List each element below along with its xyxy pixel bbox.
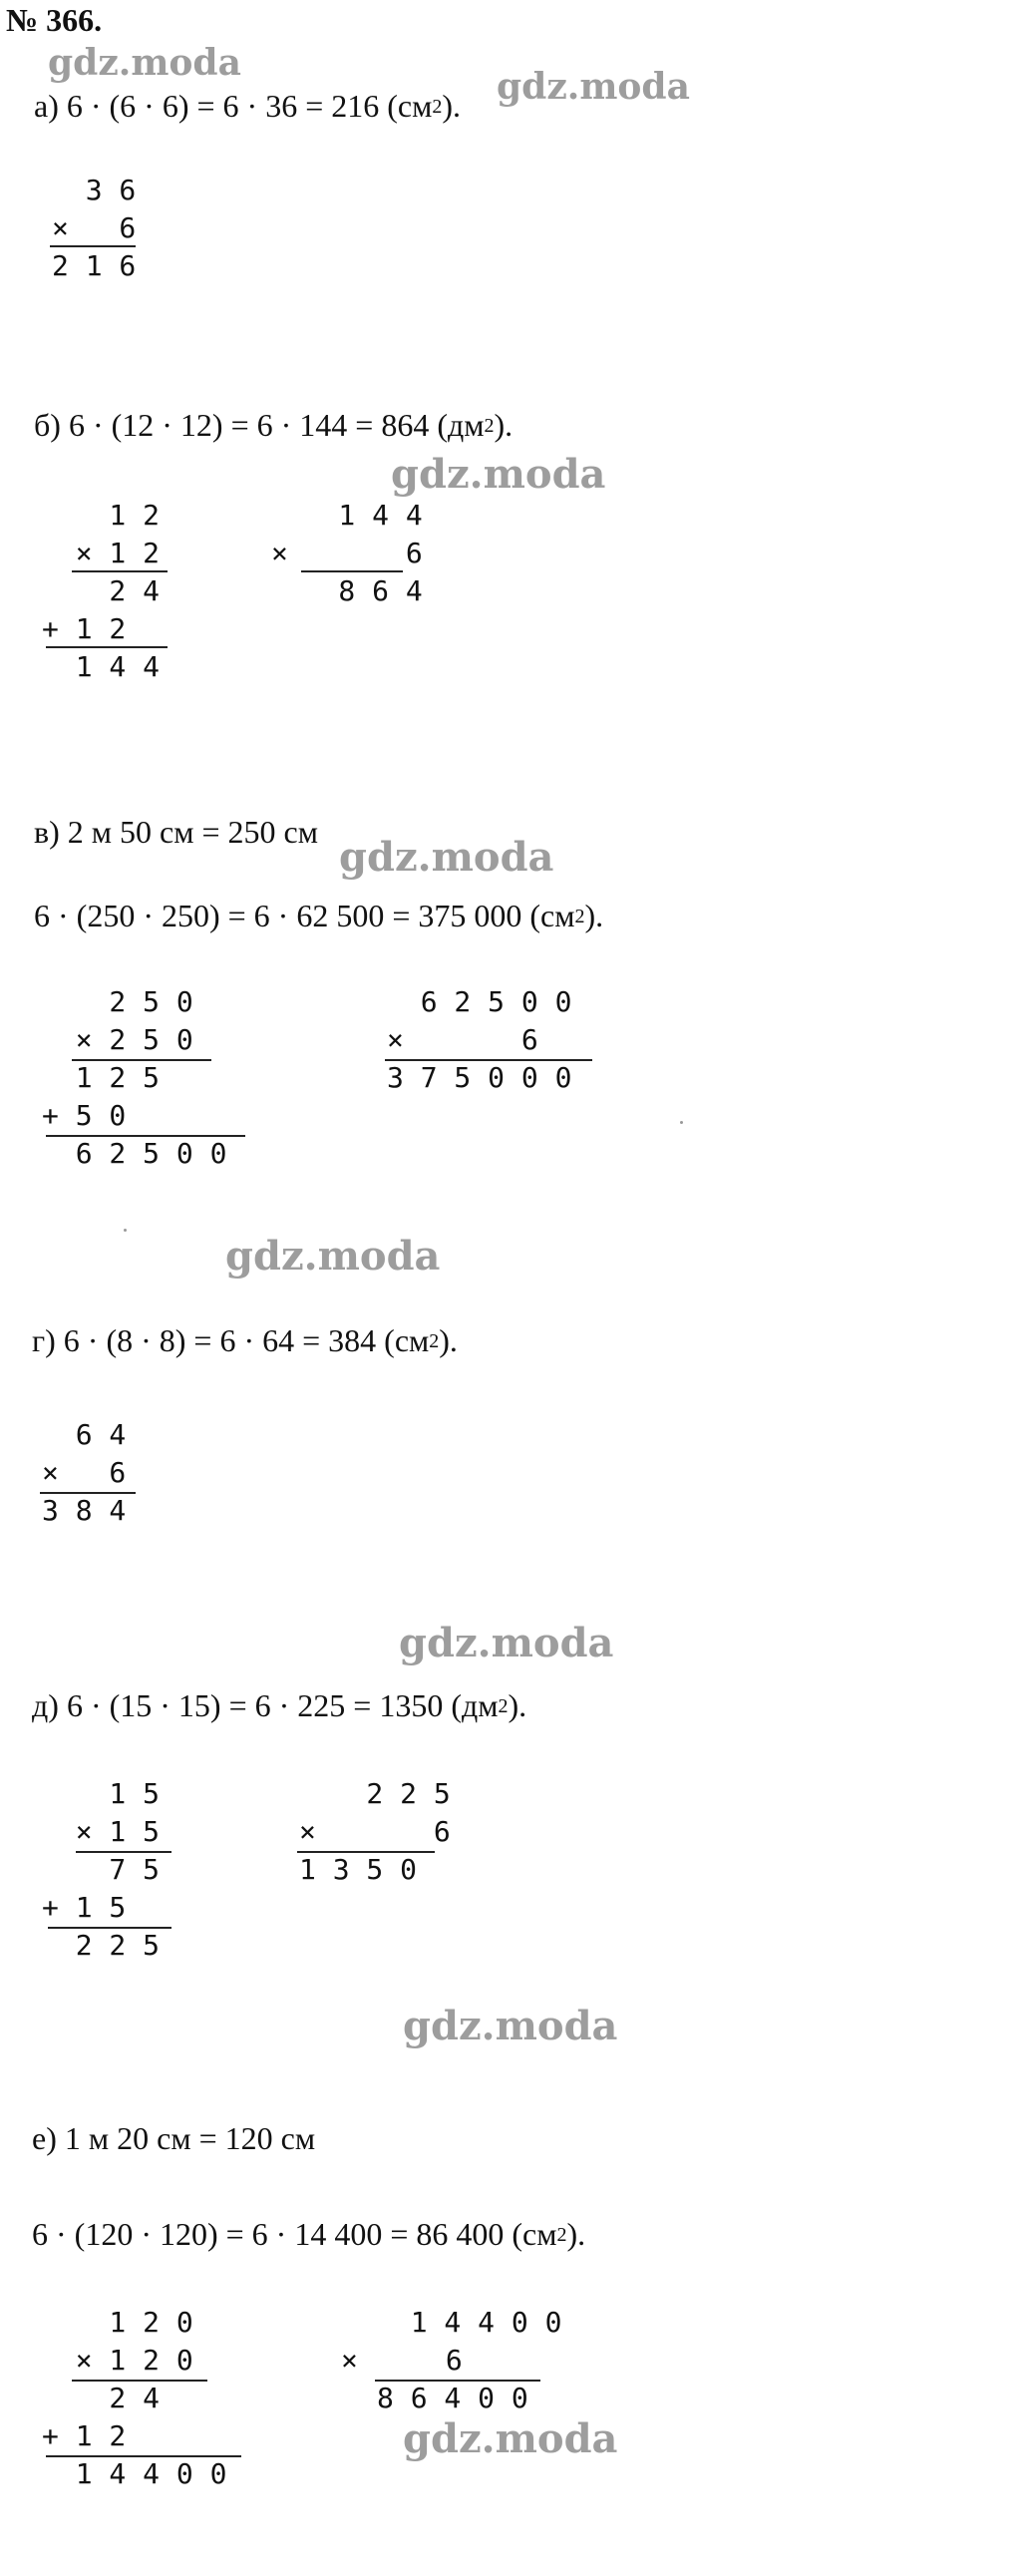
- calc-row: × 6: [299, 1815, 451, 1848]
- calc-row: 1 3 5 0: [299, 1853, 418, 1886]
- watermark: gdz.moda: [403, 2415, 618, 2462]
- equation-e: [32, 2216, 585, 2253]
- calc-row: × 1 2 0: [42, 2344, 193, 2377]
- calc-line: [50, 245, 136, 247]
- calc-row: 1 5: [42, 1777, 161, 1810]
- equation-text: а) 6 · (6 · 6) = 6 · 36 = 216 (см: [34, 88, 433, 124]
- calc-row: 1 2: [42, 499, 161, 532]
- calc-row: × 2 5 0: [42, 1023, 193, 1056]
- watermark: gdz.moda: [399, 1620, 614, 1666]
- watermark: gdz.moda: [48, 42, 241, 84]
- watermark: gdz.moda: [225, 1233, 441, 1280]
- equation-e-conversion: е) 1 м 20 см = 120 см: [32, 2120, 316, 2156]
- calc-line: [46, 1135, 245, 1137]
- calc-v-column-multiplication: [42, 983, 226, 1173]
- watermark: gdz.moda: [339, 834, 554, 881]
- multiplier: 6: [445, 2344, 463, 2377]
- calc-g-multiplication: [42, 1416, 126, 1530]
- scan-speck: [680, 1121, 683, 1124]
- calc-row: × 6: [52, 211, 137, 244]
- equation-text: 6 · (120 · 120) = 6 · 14 400 = 86 400 (см: [32, 2216, 557, 2252]
- calc-row: 1 2 0: [42, 2306, 193, 2339]
- calc-line: [76, 1851, 172, 1853]
- superscript: 2: [484, 415, 495, 437]
- calc-v-second-multiplication: [387, 983, 571, 1097]
- calc-line: [46, 646, 168, 648]
- calc-line: [385, 1059, 592, 1061]
- calc-row: × 6: [271, 537, 423, 569]
- calc-row: 2 2 5: [42, 1929, 161, 1962]
- superscript: 2: [498, 1695, 509, 1717]
- equation-tail: ).: [494, 407, 514, 443]
- calc-row: × 1 5: [42, 1815, 161, 1848]
- problem-number: № 366.: [6, 2, 103, 38]
- calc-row: 2 1 6: [52, 249, 137, 282]
- calc-row: + 1 5: [42, 1891, 127, 1924]
- equation-tail: ).: [442, 88, 461, 124]
- calc-row: 2 4: [42, 2382, 161, 2414]
- watermark: gdz.moda: [391, 451, 606, 498]
- calc-row: [341, 2342, 561, 2380]
- equation-tail: ).: [584, 898, 604, 933]
- calc-row: 7 5: [42, 1853, 161, 1886]
- equation-d: [32, 1687, 526, 1724]
- equation-v-conversion: в) 2 м 50 см = 250 см: [34, 814, 318, 850]
- calc-row: 6 4: [42, 1418, 127, 1451]
- multiply-sign: ×: [341, 2344, 358, 2377]
- equation-tail: ).: [439, 1322, 458, 1358]
- calc-line: [72, 2380, 207, 2382]
- calc-row: 8 6 4 0 0: [377, 2382, 528, 2414]
- calc-row: × 6: [387, 1023, 538, 1056]
- calc-e-second-multiplication: [341, 2304, 562, 2417]
- equation-a: [34, 88, 461, 125]
- equation-text: б) 6 · (12 · 12) = 6 · 144 = 864 (дм: [34, 407, 485, 443]
- calc-row: 2 4: [42, 574, 161, 607]
- calc-line: [72, 1059, 211, 1061]
- calc-b-second-multiplication: [271, 497, 423, 610]
- calc-row: 1 4 4 0 0: [377, 2306, 562, 2339]
- calc-row: × 1 2: [42, 537, 161, 569]
- calc-row: 1 4 4: [271, 499, 423, 532]
- equation-v: [34, 898, 603, 934]
- calc-a-multiplication: [52, 172, 136, 285]
- calc-row: 2 2 5: [299, 1777, 451, 1810]
- calc-row: 3 7 5 0 0 0: [387, 1061, 572, 1094]
- calc-line: [301, 570, 403, 572]
- superscript: 2: [556, 2224, 567, 2246]
- equation-tail: ).: [566, 2216, 586, 2252]
- calc-line: [48, 1927, 172, 1929]
- calc-row: + 5 0: [42, 1099, 127, 1132]
- calc-row: 2 5 0: [42, 985, 193, 1018]
- calc-row: × 6: [42, 1456, 127, 1489]
- calc-row: 3 8 4: [42, 1494, 127, 1527]
- calc-d-second-multiplication: [299, 1775, 451, 1889]
- equation-text: 6 · (250 · 250) = 6 · 62 500 = 375 000 (см: [34, 898, 575, 933]
- equation-text: д) 6 · (15 · 15) = 6 · 225 = 1350 (дм: [32, 1687, 499, 1723]
- superscript: 2: [429, 1330, 440, 1352]
- calc-d-column-multiplication: [42, 1775, 160, 1965]
- calc-line: [46, 2455, 241, 2457]
- calc-row: 1 4 4: [42, 650, 161, 683]
- equation-tail: ).: [508, 1687, 527, 1723]
- superscript: 2: [574, 906, 585, 927]
- calc-e-column-multiplication: [42, 2304, 226, 2493]
- calc-row: 8 6 4: [271, 574, 423, 607]
- calc-row: 1 2 5: [42, 1061, 161, 1094]
- equation-g: [32, 1322, 458, 1359]
- calc-b-column-multiplication: [42, 497, 160, 686]
- calc-row: 3 6: [52, 174, 137, 206]
- scan-speck: [124, 1229, 127, 1232]
- calc-line: [40, 1492, 136, 1494]
- watermark: gdz.moda: [403, 2003, 618, 2049]
- calc-row: 6 2 5 0 0: [387, 985, 572, 1018]
- equation-text: г) 6 · (8 · 8) = 6 · 64 = 384 (см: [32, 1322, 430, 1358]
- calc-row: 6 2 5 0 0: [42, 1137, 227, 1170]
- equation-b: [34, 407, 513, 444]
- calc-line: [297, 1851, 435, 1853]
- watermark: gdz.moda: [497, 66, 690, 108]
- superscript: 2: [432, 96, 443, 118]
- calc-line: [375, 2380, 540, 2382]
- calc-row: + 1 2: [42, 612, 127, 645]
- calc-row: + 1 2: [42, 2419, 127, 2452]
- calc-row: 1 4 4 0 0: [42, 2457, 227, 2490]
- calc-line: [72, 570, 168, 572]
